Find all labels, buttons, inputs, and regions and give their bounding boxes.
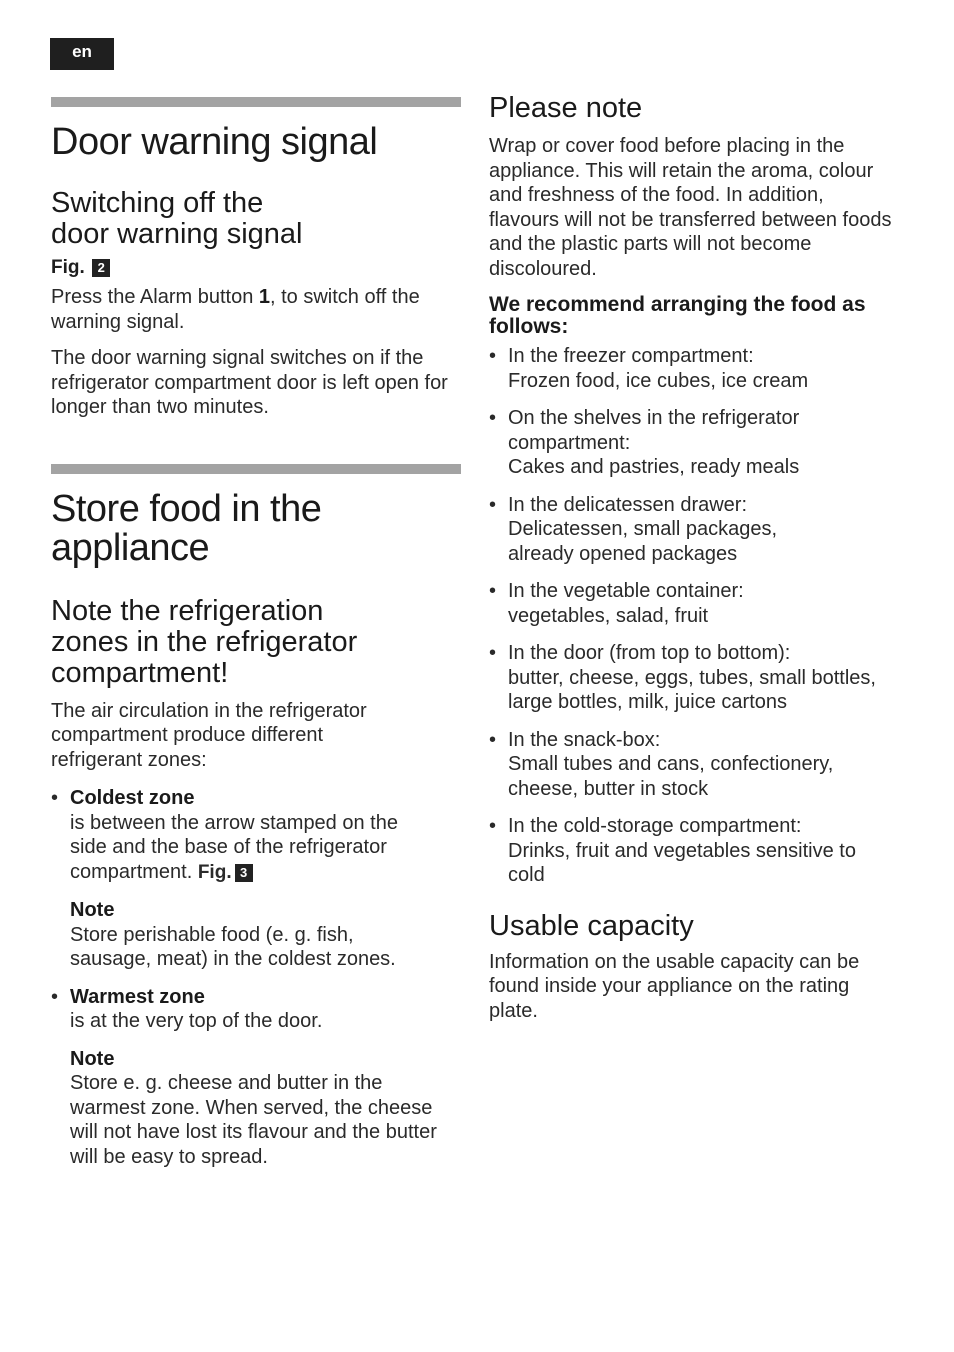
switch-off-heading-line1: Switching off the — [51, 187, 264, 219]
coldest-fig-label: Fig. — [197, 861, 232, 883]
warmest-zone-title: Warmest zone — [70, 985, 205, 1008]
zones-list — [51, 786, 461, 885]
bullet-icon: • — [489, 580, 497, 602]
list-item-head: In the snack-box: — [508, 728, 661, 751]
section-rule — [51, 464, 461, 474]
fig-number-badge: 2 — [92, 259, 110, 277]
alarm-text-before: Press the Alarm button — [51, 286, 259, 308]
list-item-body: vegetables, salad, fruit — [508, 604, 709, 627]
note-text-coldest: Store perishable food (e. g. fish, sausage, meat) in the coldest zones. — [70, 923, 396, 970]
list-item — [489, 814, 878, 888]
note-title: Note — [70, 899, 115, 921]
air-circulation-paragraph: The air circulation in the refrigerator compartment produce different refrigerant zones: — [51, 699, 367, 771]
list-item-body: butter, cheese, eggs, tubes, small bottles, large bottles, milk, juice cartons — [508, 666, 876, 713]
list-item — [489, 728, 893, 802]
list-item-head: In the cold-storage compartment: — [508, 815, 802, 837]
zones-heading-line3: compartment! — [51, 656, 229, 689]
coldest-zone-description: is between the arrow stamped on the side and the base of the refrigerator compartment. — [70, 811, 398, 883]
door-signal-paragraph: The door warning signal switches on if the refrigerator compartment door is left open for longer than two minutes. — [51, 347, 448, 418]
note-block-coldest — [51, 898, 461, 972]
fig-reference — [51, 257, 461, 279]
coldest-fig-number-badge: 3 — [235, 864, 253, 882]
list-item — [489, 641, 903, 715]
list-item-body: Cakes and pastries, ready meals — [508, 456, 800, 478]
food-arrangement-list — [489, 344, 904, 888]
please-note-paragraph: Wrap or cover food before placing in the appliance. This will retain the aroma, colour and freshness of the food. In addition, flavours will not be transferred between foods and the plastic parts will not become discoloured. — [489, 135, 892, 280]
bullet-icon: • — [489, 815, 497, 837]
zones-heading-line2: zones in the refrigerator — [51, 625, 358, 658]
right-column — [489, 93, 904, 1023]
list-item-coldest — [51, 786, 461, 885]
bullet-icon: • — [489, 345, 497, 367]
zones-list-warmest — [51, 985, 461, 1034]
note-block-warmest — [51, 1047, 461, 1170]
list-item — [489, 406, 838, 480]
bullet-icon: • — [489, 728, 497, 751]
alarm-text-after: , to switch off the warning signal. — [51, 286, 420, 333]
store-food-heading-line1: Store food in the — [51, 487, 322, 530]
usable-capacity-paragraph: Information on the usable capacity can be found inside your appliance on the rating plate. — [489, 950, 860, 1022]
list-item-body: Drinks, fruit and vegetables sensitive to cold — [508, 839, 856, 886]
language-tab: en — [50, 38, 114, 70]
list-item-head: In the delicatessen drawer: — [508, 493, 748, 516]
bullet-icon: • — [51, 787, 59, 809]
coldest-zone-text — [70, 811, 400, 886]
list-item — [489, 579, 904, 628]
zones-heading — [51, 596, 461, 689]
list-item-warmest — [51, 985, 461, 1034]
please-note-heading: Please note — [489, 92, 643, 124]
alarm-button-number: 1 — [258, 286, 271, 308]
list-item-head: In the vegetable container: — [508, 580, 744, 602]
usable-capacity-heading: Usable capacity — [489, 909, 694, 942]
bullet-icon: • — [489, 493, 497, 516]
coldest-zone-title: Coldest zone — [70, 787, 195, 809]
list-item-head: In the freezer compartment: — [508, 345, 754, 367]
fig-label: Fig. — [51, 257, 85, 278]
list-item-body: Small tubes and cans, confectionery, cheese, butter in stock — [508, 753, 834, 800]
left-column — [51, 97, 461, 1169]
store-food-heading — [51, 487, 461, 569]
list-item-body: Delicatessen, small packages, already opened packages — [508, 518, 778, 565]
list-item — [489, 493, 838, 567]
warmest-zone-text: is at the very top of the door. — [70, 1010, 323, 1032]
door-warning-heading: Door warning signal — [51, 121, 378, 163]
store-food-heading-line2: appliance — [51, 526, 210, 569]
list-item-body: Frozen food, ice cubes, ice cream — [508, 369, 809, 392]
switch-off-heading-line2: door warning signal — [51, 218, 303, 250]
note-title: Note — [70, 1047, 115, 1070]
switch-off-heading — [51, 188, 461, 250]
alarm-paragraph — [51, 285, 461, 334]
bullet-icon: • — [489, 642, 497, 664]
recommend-heading: We recommend arranging the food as follows: — [489, 293, 866, 338]
bullet-icon: • — [489, 407, 497, 429]
zones-heading-line1: Note the refrigeration — [51, 594, 324, 627]
list-item-head: In the door (from top to bottom): — [508, 642, 791, 664]
list-item — [489, 344, 904, 393]
list-item-head: On the shelves in the refrigerator compartment: — [508, 407, 800, 454]
section-rule — [51, 97, 461, 107]
bullet-icon: • — [51, 985, 59, 1008]
note-text-warmest: Store e. g. cheese and butter in the warmest zone. When served, the cheese will not have lost its flavour and the butter will be easy to spread. — [70, 1072, 437, 1168]
